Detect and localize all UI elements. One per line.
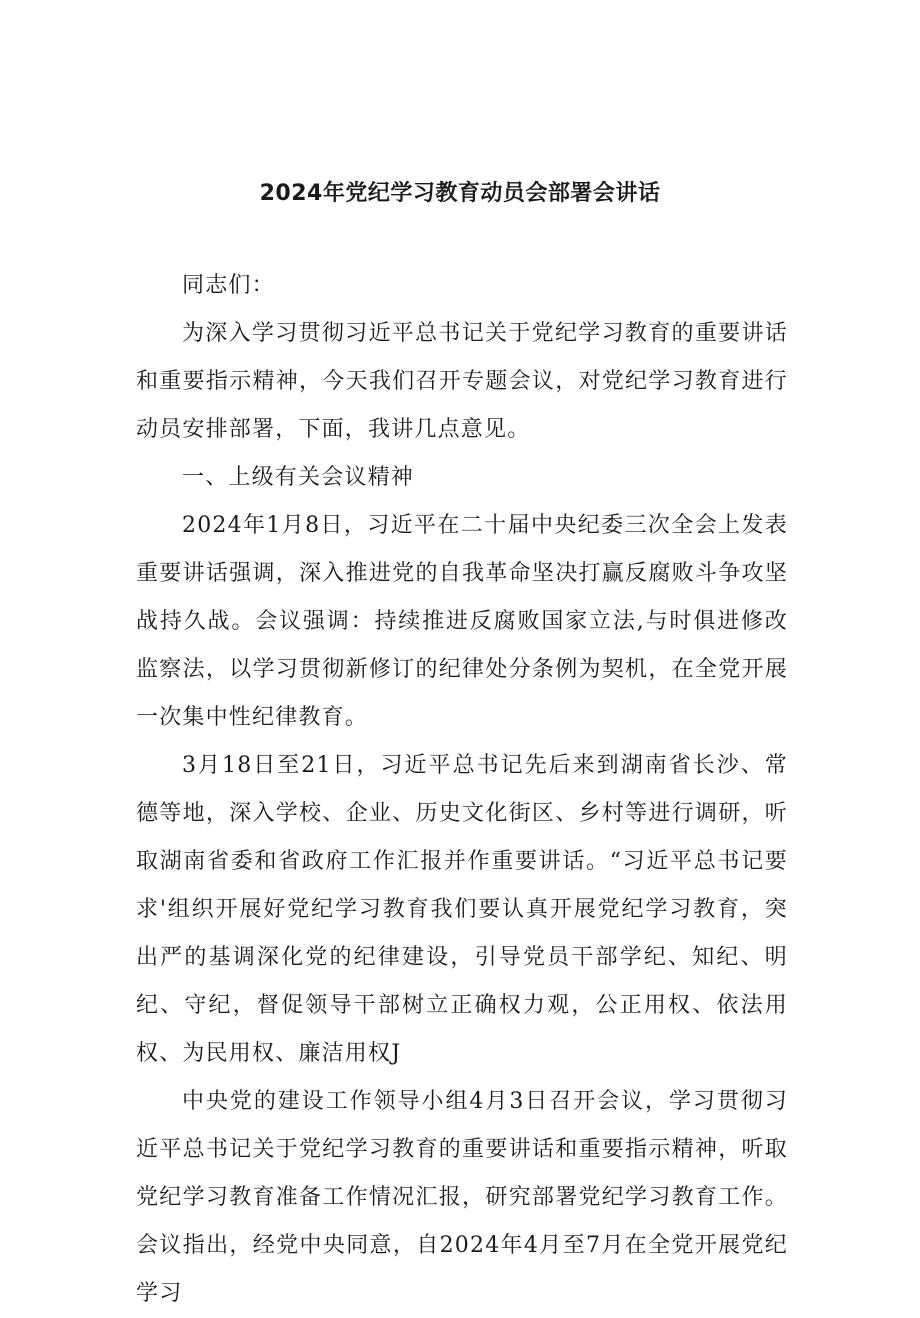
section-paragraph: 2024年1月8日，习近平在二十届中央纪委三次全会上发表重要讲话强调，深入推进党的自我革命坚决打赢反腐败斗争攻坚战持久战。会议强调：持续推进反腐败国家立法,与时俱进修改监察法，以学习贯彻新修订的纪律处分条例为契机，在全党开展一次集中性纪律教育。	[136, 513, 788, 730]
section-paragraph: 3月18日至21日，习近平总书记先后来到湖南省长沙、常德等地，深入学校、企业、历史文化街区、乡村等进行调研，听取湖南省委和省政府工作汇报并作重要讲话。“习近平总书记要求'组织开展好党纪学习教育我们要认真开展党纪学习教育，突出严的基调深化党的纪律建设，引导党员干部学纪、知纪、明纪、守纪，督促领导干部树立正确权力观，公正用权、依法用权、为民用权、廉洁用权J	[136, 753, 788, 1066]
section-heading: 一、上级有关会议精神	[182, 465, 415, 490]
document-body	[136, 262, 788, 1318]
document-title: 2024年党纪学习教育动员会部署会讲话	[259, 181, 661, 206]
section-paragraph: 中央党的建设工作领导小组4月3日召开会议，学习贯彻习近平总书记关于党纪学习教育的重要讲话和重要指示精神，听取党纪学习教育准备工作情况汇报，研究部署党纪学习教育工作。会议指出，经党中央同意，自2024年4月至7月在全党开展党纪学习	[136, 1089, 788, 1306]
salutation: 同志们：	[182, 273, 275, 298]
intro-paragraph: 为深入学习贯彻习近平总书记关于党纪学习教育的重要讲话和重要指示精神，今天我们召开专题会议，对党纪学习教育进行动员安排部署，下面，我讲几点意见。	[136, 321, 788, 442]
